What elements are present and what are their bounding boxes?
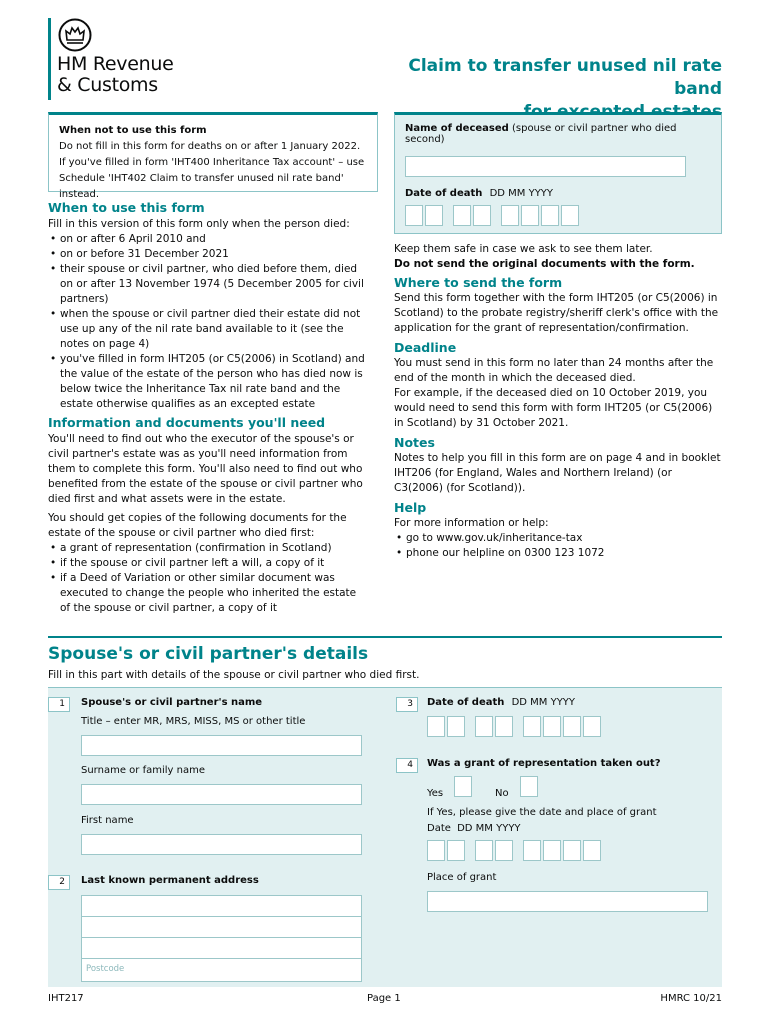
date-digit[interactable]	[541, 205, 559, 226]
date-digit[interactable]	[495, 716, 513, 737]
not-use-heading: When not to use this form	[59, 125, 207, 136]
address-line[interactable]	[82, 938, 361, 959]
deadline-heading: Deadline	[394, 340, 457, 355]
firstname-label: First name	[81, 815, 134, 826]
help-phone: • phone our helpline on 0300 123 1072	[394, 546, 722, 561]
grant-date-label-row	[427, 823, 521, 834]
org-name-line2: & Customs	[57, 74, 158, 96]
deceased-name-hint: (spouse or civil partner who died second)	[405, 123, 677, 145]
notes-text: Notes to help you fill in this form are on page 4 and in booklet IHT206 (for England, Wales and Northern Ireland) (or C3(2006) (for Scotland)).	[394, 452, 721, 494]
help-intro: For more information or help:	[394, 517, 549, 529]
date-digit[interactable]	[501, 205, 519, 226]
deadline-text2: For example, if the deceased died on 10 October 2019, you would need to send this form with form IHT205 (or C5(2006) in Scotland) by 31 October 2021.	[394, 387, 713, 429]
date-digit[interactable]	[495, 840, 513, 861]
title-label: Title – enter MR, MRS, MISS, MS or other title	[81, 716, 306, 727]
yes-checkbox[interactable]	[454, 776, 472, 797]
address-input[interactable]	[81, 895, 362, 982]
footer-version: HMRC 10/21	[660, 993, 722, 1004]
deceased-dod-hint: DD MM YYYY	[489, 188, 554, 199]
date-digit[interactable]	[563, 716, 581, 737]
help-link-gov-uk[interactable]: • go to www.gov.uk/inheritance-tax	[394, 531, 722, 546]
title-input[interactable]	[81, 735, 362, 756]
list-item: • you've filled in form IHT205 (or C5(2006) in Scotland) and the value of the estate of the person who has died now is below twice the Inheritance Tax nil rate band and the estate otherwise qualifies as an excepted estate	[48, 352, 368, 412]
deadline-text1: You must send in this form no later than 24 months after the end of the month in which the deceased died.	[394, 357, 714, 384]
list-item: • on or after 6 April 2010 and	[48, 232, 368, 247]
info-docs-para2: You should get copies of the following documents for the estate of the spouse or civil partner who died first:	[48, 512, 347, 539]
list-item: • if the spouse or civil partner left a will, a copy of it	[48, 556, 368, 571]
date-digit[interactable]	[543, 840, 561, 861]
deceased-box	[394, 112, 722, 234]
address-line[interactable]	[82, 917, 361, 938]
place-of-grant-input[interactable]	[427, 891, 708, 912]
date-digit[interactable]	[475, 840, 493, 861]
notes-heading: Notes	[394, 435, 435, 450]
section-title: Spouse's or civil partner's details	[48, 644, 369, 664]
date-digit[interactable]	[563, 840, 581, 861]
not-use-line1: Do not fill in this form for deaths on or after 1 January 2022.	[59, 141, 361, 152]
keep-safe-line2: Do not send the original documents with the form.	[394, 258, 695, 270]
date-digit[interactable]	[447, 840, 465, 861]
date-digit[interactable]	[523, 840, 541, 861]
logo-bar	[48, 18, 51, 100]
deceased-name-input[interactable]	[405, 156, 686, 177]
firstname-input[interactable]	[81, 834, 362, 855]
info-docs-list	[48, 541, 368, 616]
footer-form-code: IHT217	[48, 993, 84, 1004]
address-line[interactable]	[82, 896, 361, 917]
grant-date-hint: DD MM YYYY	[457, 823, 521, 834]
crown-crest-icon	[58, 18, 92, 52]
surname-label: Surname or family name	[81, 765, 205, 776]
q3-label-row	[427, 697, 575, 708]
list-item: • on or before 31 December 2021	[48, 247, 368, 262]
deceased-dod-label: Date of death	[405, 188, 483, 199]
section-divider	[48, 636, 722, 638]
date-digit[interactable]	[473, 205, 491, 226]
title-line1: Claim to transfer unused nil rate band	[408, 56, 722, 99]
when-to-use-intro: Fill in this version of this form only when the person died:	[48, 218, 350, 230]
yes-label: Yes	[427, 788, 444, 799]
date-digit[interactable]	[453, 205, 471, 226]
right-column	[394, 242, 722, 561]
not-use-line2: If you've filled in form 'IHT400 Inheritance Tax account' – use	[59, 157, 365, 168]
q2-label: Last known permanent address	[81, 875, 259, 886]
spouse-details-form	[48, 687, 722, 987]
ifyes-label: If Yes, please give the date and place of grant	[427, 807, 657, 818]
spouse-dod-input[interactable]	[427, 716, 611, 737]
date-digit[interactable]	[447, 716, 465, 737]
info-docs-heading: Information and documents you'll need	[48, 415, 326, 430]
help-list	[394, 531, 722, 561]
date-digit[interactable]	[583, 716, 601, 737]
when-to-use-heading: When to use this form	[48, 200, 205, 215]
list-item: • their spouse or civil partner, who died before them, died on or after 13 November 1974 (5 December 2005 for civil partners)	[48, 262, 368, 307]
grant-date-label: Date	[427, 823, 451, 834]
date-digit[interactable]	[583, 840, 601, 861]
deceased-name-label: Name of deceased	[405, 123, 509, 134]
date-digit[interactable]	[475, 716, 493, 737]
date-digit[interactable]	[523, 716, 541, 737]
surname-input[interactable]	[81, 784, 362, 805]
footer-page: Page 1	[367, 993, 401, 1004]
date-digit[interactable]	[427, 716, 445, 737]
org-name-line1: HM Revenue	[57, 53, 174, 75]
no-label: No	[495, 788, 509, 799]
not-use-line3: Schedule 'IHT402 Claim to transfer unused nil rate band' instead.	[59, 173, 344, 200]
list-item: • if a Deed of Variation or other similar document was executed to change the people who inherited the estate of the spouse or civil partner, a copy of it	[48, 571, 368, 616]
date-digit[interactable]	[425, 205, 443, 226]
list-item: • when the spouse or civil partner died their estate did not use up any of the nil rate band available to it (see the notes on page 4)	[48, 307, 368, 352]
left-column	[48, 200, 368, 616]
grant-date-input[interactable]	[427, 840, 611, 861]
q1-label: Spouse's or civil partner's name	[81, 697, 263, 708]
keep-safe-line1: Keep them safe in case we ask to see them later.	[394, 243, 653, 255]
where-to-send-text: Send this form together with the form IHT205 (or C5(2006) in Scotland) to the probate registry/sheriff clerk's office with the application for the grant of representation/confirmation.	[394, 292, 719, 334]
question-number: 3	[396, 697, 418, 712]
q3-hint: DD MM YYYY	[511, 697, 576, 708]
question-number: 1	[48, 697, 70, 712]
date-digit[interactable]	[405, 205, 423, 226]
section-subtitle: Fill in this part with details of the spouse or civil partner who died first.	[48, 669, 420, 681]
question-number: 2	[48, 875, 70, 890]
help-heading: Help	[394, 500, 427, 515]
q3-label: Date of death	[427, 697, 505, 708]
postcode-placeholder[interactable]: Postcode	[86, 964, 125, 974]
info-docs-para1: You'll need to find out who the executor of the spouse's or civil partner's estate was as you'll need information from them to complete this form. You'll also need to find out who benefited from the estate of the spouse or civil partner who died first and what assets were in the estate.	[48, 433, 363, 505]
no-checkbox[interactable]	[520, 776, 538, 797]
place-label: Place of grant	[427, 872, 497, 883]
list-item: • a grant of representation (confirmation in Scotland)	[48, 541, 368, 556]
date-digit[interactable]	[427, 840, 445, 861]
date-digit[interactable]	[521, 205, 539, 226]
date-digit[interactable]	[561, 205, 579, 226]
when-to-use-list	[48, 232, 368, 412]
question-number: 4	[396, 758, 418, 773]
date-digit[interactable]	[543, 716, 561, 737]
q4-label: Was a grant of representation taken out?	[427, 758, 661, 769]
where-to-send-heading: Where to send the form	[394, 275, 563, 290]
deceased-dod-input[interactable]	[405, 205, 711, 226]
when-not-to-use-box	[48, 112, 378, 200]
